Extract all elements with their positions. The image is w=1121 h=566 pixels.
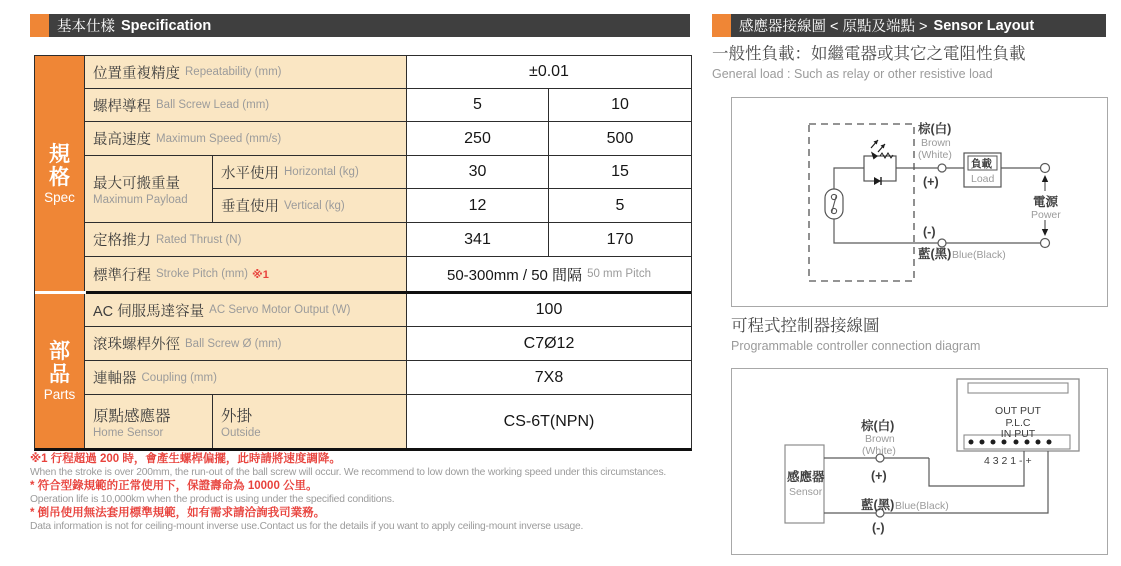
power-label-en: Power bbox=[1031, 209, 1061, 221]
blue-wire-label-zh: 藍(黑) bbox=[918, 247, 952, 261]
payload-en: Maximum Payload bbox=[93, 194, 188, 206]
row-thrust-value-2: 170 bbox=[549, 223, 691, 257]
plus-label: (+) bbox=[923, 175, 939, 189]
speed-en: Maximum Speed (mm/s) bbox=[156, 132, 282, 145]
row-payload-horizontal-label bbox=[213, 156, 407, 189]
row-vertical-value-1: 12 bbox=[407, 189, 549, 223]
side-label-spec bbox=[35, 56, 85, 291]
power-terminal-minus bbox=[1041, 239, 1050, 248]
side-parts-char1: 部 bbox=[49, 340, 70, 363]
side-label-parts bbox=[35, 294, 85, 448]
coupling-en: Coupling (mm) bbox=[141, 371, 217, 384]
blue-wire-label-en: Blue(Black) bbox=[895, 500, 949, 512]
sensor-label-en: Sensor bbox=[789, 486, 823, 498]
blue-wire-label-en: Blue(Black) bbox=[952, 249, 1006, 261]
row-repeatability-value: ±0.01 bbox=[407, 56, 691, 89]
plc-title-en: Programmable controller connection diagram bbox=[731, 339, 981, 353]
side-spec-en: Spec bbox=[44, 189, 75, 205]
plus-node bbox=[938, 164, 946, 172]
row-horizontal-value-2: 15 bbox=[549, 156, 691, 189]
footnotes bbox=[30, 452, 698, 533]
sensor-box bbox=[785, 445, 824, 523]
lead-en: Ball Screw Lead (mm) bbox=[156, 99, 270, 111]
servo-zh: AC 伺服馬達容量 bbox=[93, 303, 205, 320]
footnote-line: * 符合型錄規範的正常使用下，保證壽命為 10000 公里。 bbox=[30, 480, 318, 492]
brown-wire-label-en1: Brown bbox=[865, 433, 895, 445]
row-stroke-label bbox=[85, 257, 407, 291]
row-screw-label bbox=[85, 327, 407, 361]
side-parts-en: Parts bbox=[43, 387, 76, 402]
spec-header-zh: 基本仕樣 bbox=[57, 19, 115, 35]
side-spec-char2: 格 bbox=[49, 165, 70, 189]
row-horizontal-value-1: 30 bbox=[407, 156, 549, 189]
row-home-sensor-label bbox=[85, 395, 213, 448]
home-sensor-zh: 原點感應器 bbox=[93, 408, 171, 425]
spec-table-section-parts bbox=[35, 294, 691, 448]
side-parts-char2: 品 bbox=[49, 363, 70, 386]
repeatability-zh: 位置重複精度 bbox=[93, 65, 180, 82]
sensor-label-zh: 感應器 bbox=[787, 470, 825, 484]
minus-node bbox=[938, 239, 946, 247]
general-load-diagram-svg bbox=[732, 98, 1107, 306]
sensor-section-header bbox=[712, 14, 1106, 37]
row-thrust-value-1: 341 bbox=[407, 223, 549, 257]
row-coupling-value: 7X8 bbox=[407, 361, 691, 395]
spec-header-strip bbox=[49, 14, 690, 37]
row-payload-label bbox=[85, 156, 213, 223]
horizontal-zh: 水平使用 bbox=[221, 165, 279, 182]
side-spec-char1: 規 bbox=[49, 142, 70, 166]
thrust-en: Rated Thrust (N) bbox=[156, 233, 242, 246]
plc-terminal-labels: 4 3 2 1 - + bbox=[984, 455, 1032, 467]
row-payload-vertical-label bbox=[213, 189, 407, 223]
wire bbox=[834, 168, 864, 189]
sensor-header-en: Sensor Layout bbox=[933, 17, 1035, 34]
stroke-value-main: 50-300mm / 50 間隔 bbox=[447, 266, 583, 284]
footnote-line: ※1 行程超過 200 時，會產生螺桿偏擺，此時請將速度調降。 bbox=[30, 453, 341, 465]
brown-wire-label-en2: (White) bbox=[918, 149, 952, 161]
row-coupling-label bbox=[85, 361, 407, 395]
coupling-zh: 連軸器 bbox=[93, 371, 137, 387]
power-label-zh: 電源 bbox=[1033, 195, 1059, 209]
row-thrust-label bbox=[85, 223, 407, 257]
vertical-zh: 垂直使用 bbox=[221, 199, 279, 215]
orange-accent-square bbox=[30, 14, 49, 37]
blue-wire-label-zh: 藍(黑) bbox=[861, 498, 895, 512]
vertical-en: Vertical (kg) bbox=[284, 199, 345, 212]
brown-wire-label-zh: 棕(白) bbox=[861, 419, 895, 433]
power-terminal-plus bbox=[1041, 164, 1050, 173]
general-load-title bbox=[712, 44, 1112, 83]
spec-section-header bbox=[30, 14, 690, 37]
lead-zh: 螺桿導程 bbox=[93, 98, 151, 115]
row-home-sensor-value: CS-6T(NPN) bbox=[407, 395, 691, 448]
row-stroke-value bbox=[407, 257, 691, 291]
home-sensor-sub-zh: 外掛 bbox=[221, 408, 253, 425]
plc-title-zh: 可程式控制器接線圖 bbox=[731, 317, 880, 335]
screw-en: Ball Screw Ø (mm) bbox=[185, 337, 282, 350]
row-speed-value-2: 500 bbox=[549, 122, 691, 156]
sensor-header-strip bbox=[731, 14, 1106, 37]
minus-label: (-) bbox=[872, 521, 885, 535]
brown-wire-label-zh: 棕(白) bbox=[918, 122, 952, 136]
led-diode-icon bbox=[864, 140, 896, 185]
home-sensor-en: Home Sensor bbox=[93, 427, 164, 439]
stroke-en: Stroke Pitch (mm) bbox=[156, 268, 249, 280]
load-label-zh: 負載 bbox=[971, 158, 992, 170]
sensor-header-zh: 感應器接線圖 < 原點及端點 > bbox=[739, 19, 928, 35]
horizontal-en: Horizontal (kg) bbox=[284, 166, 359, 178]
speed-zh: 最高速度 bbox=[93, 132, 151, 148]
plc-output-label: OUT PUT bbox=[995, 405, 1041, 417]
row-vertical-value-2: 5 bbox=[549, 189, 691, 223]
general-load-en: General load : Such as relay or other resistive load bbox=[712, 67, 993, 81]
plc-title bbox=[731, 316, 1111, 355]
footnote-line: * 倒吊使用無法套用標準規範，如有需求請洽詢我司業務。 bbox=[30, 507, 326, 519]
screw-zh: 滾珠螺桿外徑 bbox=[93, 337, 180, 353]
load-label-en: Load bbox=[971, 173, 995, 185]
plc-label: P.L.C bbox=[1005, 417, 1031, 429]
plc-diagram-svg bbox=[732, 369, 1107, 554]
spec-table bbox=[34, 55, 692, 451]
row-speed-label bbox=[85, 122, 407, 156]
row-lead-label bbox=[85, 89, 407, 122]
row-servo-value: 100 bbox=[407, 294, 691, 327]
spec-table-section-spec bbox=[35, 56, 691, 291]
brown-wire-label-en1: Brown bbox=[921, 137, 951, 149]
row-lead-value-1: 5 bbox=[407, 89, 549, 122]
footnote-line: Data information is not for ceiling-mount inverse use.Contact us for the details if you want to apply ceiling-mount inverse usage. bbox=[30, 521, 584, 532]
row-screw-value: C7Ø12 bbox=[407, 327, 691, 361]
thrust-zh: 定格推力 bbox=[93, 233, 151, 249]
reed-switch-icon bbox=[825, 189, 843, 219]
stroke-footnote-mark: ※1 bbox=[252, 268, 269, 281]
row-servo-label bbox=[85, 294, 407, 327]
home-sensor-sub-en: Outside bbox=[221, 427, 261, 439]
row-home-sensor-sub-label bbox=[213, 395, 407, 448]
brown-wire-label-en2: (White) bbox=[862, 445, 896, 457]
servo-en: AC Servo Motor Output (W) bbox=[209, 304, 351, 316]
stroke-zh: 標準行程 bbox=[93, 267, 151, 284]
footnote-line: Operation life is 10,000km when the product is using under the specified conditions. bbox=[30, 494, 395, 505]
plus-label: (+) bbox=[871, 469, 887, 483]
row-lead-value-2: 10 bbox=[549, 89, 691, 122]
plc-input-label: IN PUT bbox=[1000, 428, 1036, 440]
plc-diagram bbox=[731, 368, 1108, 555]
minus-label: (-) bbox=[923, 225, 936, 239]
row-speed-value-1: 250 bbox=[407, 122, 549, 156]
payload-zh: 最大可搬重量 bbox=[93, 176, 180, 192]
footnote-line: When the stroke is over 200mm, the run-out of the ball screw will occur. We recommend to low down the working speed under this circumstances. bbox=[30, 467, 667, 478]
stroke-value-sub: 50 mm Pitch bbox=[587, 268, 651, 280]
repeatability-en: Repeatability (mm) bbox=[185, 66, 282, 78]
spec-header-en: Specification bbox=[121, 17, 212, 34]
orange-accent-square bbox=[712, 14, 731, 37]
general-load-zh: 一般性負載：如繼電器或其它之電阻性負載 bbox=[712, 45, 1026, 63]
row-repeatability-label bbox=[85, 56, 407, 89]
general-load-diagram bbox=[731, 97, 1108, 307]
